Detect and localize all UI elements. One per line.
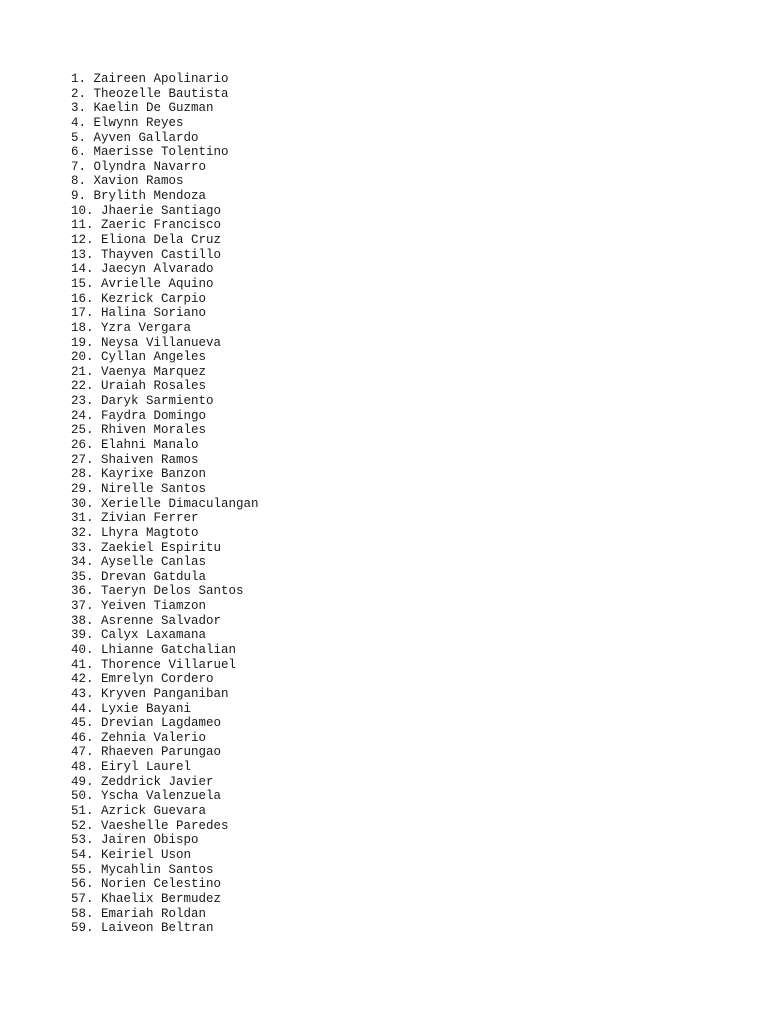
list-item: 17. Halina Soriano xyxy=(71,306,207,321)
list-item: 40. Lhianne Gatchalian xyxy=(71,642,237,657)
list-item: 30. Xerielle Dimaculangan xyxy=(71,496,259,511)
list-item: 57. Khaelix Bermudez xyxy=(71,891,222,906)
list-item: 2. Theozelle Bautista xyxy=(71,86,229,101)
list-item: 50. Yscha Valenzuela xyxy=(71,789,222,804)
list-item: 29. Nirelle Santos xyxy=(71,481,207,496)
list-item: 47. Rhaeven Parungao xyxy=(71,745,222,760)
list-item: 23. Daryk Sarmiento xyxy=(71,394,214,409)
list-item: 14. Jaecyn Alvarado xyxy=(71,262,214,277)
list-item: 15. Avrielle Aquino xyxy=(71,276,214,291)
list-item: 56. Norien Celestino xyxy=(71,877,222,892)
list-item: 20. Cyllan Angeles xyxy=(71,350,207,365)
list-item: 31. Zivian Ferrer xyxy=(71,511,199,526)
list-item: 12. Eliona Dela Cruz xyxy=(71,233,222,248)
list-item: 4. Elwynn Reyes xyxy=(71,115,184,130)
list-item: 6. Maerisse Tolentino xyxy=(71,145,229,160)
list-item: 8. Xavion Ramos xyxy=(71,174,184,189)
list-item: 3. Kaelin De Guzman xyxy=(71,101,214,116)
list-item: 43. Kryven Panganiban xyxy=(71,686,229,701)
name-list xyxy=(71,72,259,936)
list-item: 51. Azrick Guevara xyxy=(71,804,207,819)
list-item: 59. Laiveon Beltran xyxy=(71,921,214,936)
list-item: 9. Brylith Mendoza xyxy=(71,189,207,204)
list-item: 5. Ayven Gallardo xyxy=(71,130,199,145)
list-item: 39. Calyx Laxamana xyxy=(71,628,207,643)
list-item: 18. Yzra Vergara xyxy=(71,320,192,335)
list-item: 33. Zaekiel Espiritu xyxy=(71,540,222,555)
list-item: 54. Keiriel Uson xyxy=(71,847,192,862)
list-item: 58. Emariah Roldan xyxy=(71,906,207,921)
list-item: 42. Emrelyn Cordero xyxy=(71,672,214,687)
list-item: 27. Shaiven Ramos xyxy=(71,452,199,467)
list-item: 24. Faydra Domingo xyxy=(71,408,207,423)
list-item: 21. Vaenya Marquez xyxy=(71,364,207,379)
list-item: 19. Neysa Villanueva xyxy=(71,335,222,350)
list-item: 28. Kayrixe Banzon xyxy=(71,467,207,482)
list-item: 52. Vaeshelle Paredes xyxy=(71,818,229,833)
list-item: 34. Ayselle Canlas xyxy=(71,555,207,570)
list-item: 44. Lyxie Bayani xyxy=(71,701,192,716)
list-item: 10. Jhaerie Santiago xyxy=(71,203,222,218)
list-item: 22. Uraiah Rosales xyxy=(71,379,207,394)
list-item: 11. Zaeric Francisco xyxy=(71,218,222,233)
list-item: 35. Drevan Gatdula xyxy=(71,569,207,584)
list-item: 32. Lhyra Magtoto xyxy=(71,525,199,540)
list-item: 38. Asrenne Salvador xyxy=(71,613,222,628)
list-item: 25. Rhiven Morales xyxy=(71,423,207,438)
list-item: 36. Taeryn Delos Santos xyxy=(71,584,244,599)
list-item: 49. Zeddrick Javier xyxy=(71,774,214,789)
list-item: 48. Eiryl Laurel xyxy=(71,760,192,775)
list-item: 13. Thayven Castillo xyxy=(71,247,222,262)
list-item: 37. Yeiven Tiamzon xyxy=(71,599,207,614)
list-item: 53. Jairen Obispo xyxy=(71,833,199,848)
list-item: 45. Drevian Lagdameo xyxy=(71,716,222,731)
list-item: 1. Zaireen Apolinario xyxy=(71,72,229,86)
list-item: 7. Olyndra Navarro xyxy=(71,159,207,174)
list-item: 41. Thorence Villaruel xyxy=(71,657,237,672)
list-item: 26. Elahni Manalo xyxy=(71,438,199,453)
list-item: 46. Zehnia Valerio xyxy=(71,730,207,745)
list-item: 16. Kezrick Carpio xyxy=(71,291,207,306)
list-item: 55. Mycahlin Santos xyxy=(71,862,214,877)
